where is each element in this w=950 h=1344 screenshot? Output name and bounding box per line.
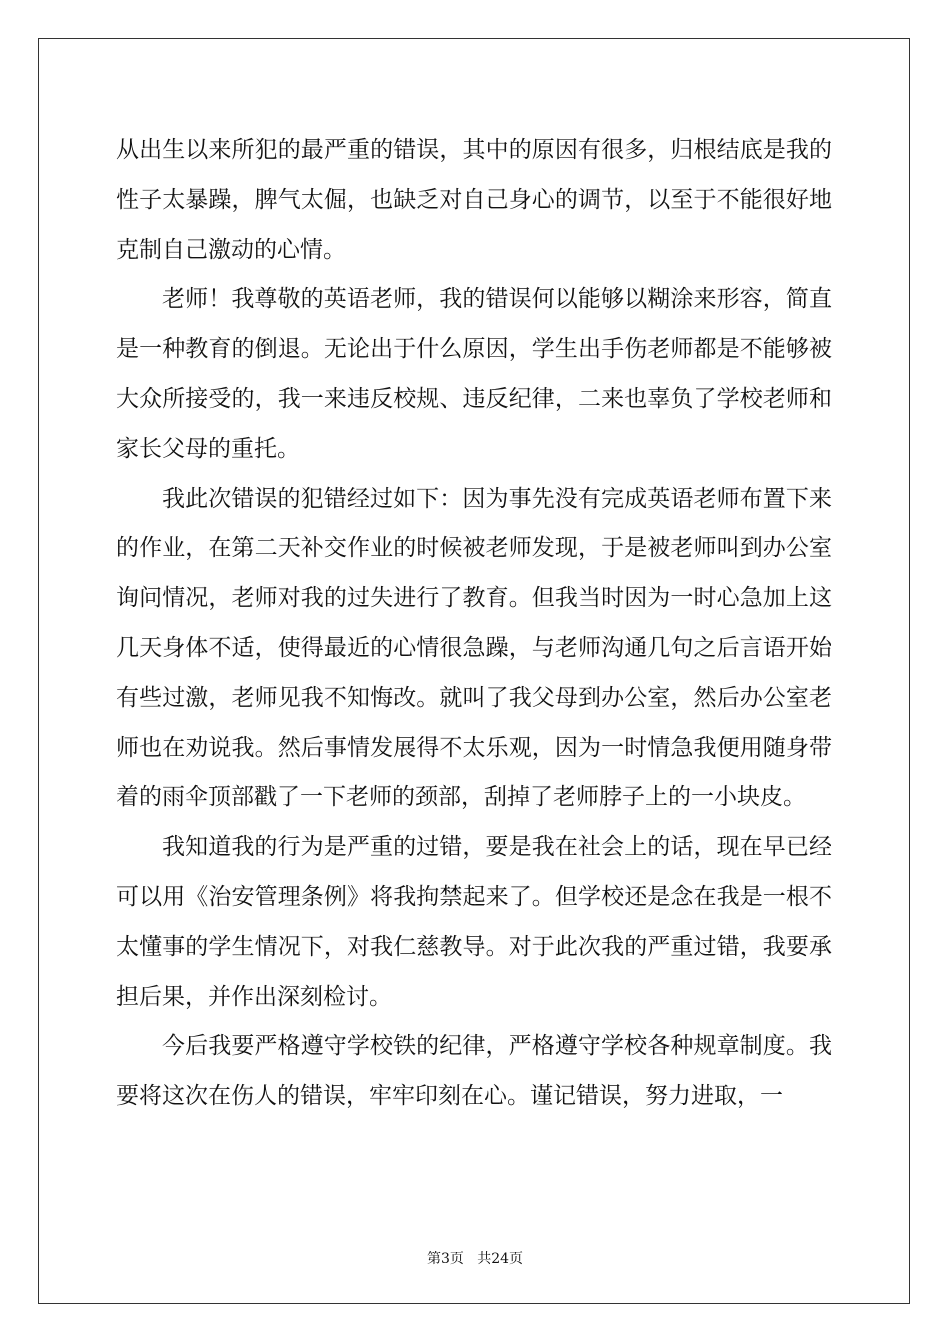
paragraph-3: 我此次错误的犯错经过如下：因为事先没有完成英语老师布置下来的作业，在第二天补交作业的时候被老师发现，于是被老师叫到办公室询问情况，老师对我的过失进行了教育。但我当时因为一时心急加上这几天身体不适，使得最近的心情很急躁，与老师沟通几句之后言语开始有些过激，老师见我不知悔改。就叫了我父母到办公室，然后办公室老师也在劝说我。然后事情发展得不太乐观，因为一时情急我便用随身带着的雨伞顶部戳了一下老师的颈部，刮掉了老师脖子上的一小块皮。 bbox=[116, 485, 832, 811]
document-body bbox=[116, 126, 832, 1122]
paragraph-5: 今后我要严格遵守学校铁的纪律，严格遵守学校各种规章制度。我要将这次在伤人的错误，牢牢印刻在心。谨记错误，努力进取，一 bbox=[116, 1033, 832, 1110]
page-number-footer: 第3页 共24页 bbox=[426, 1251, 524, 1267]
paragraph-1: 从出生以来所犯的最严重的错误，其中的原因有很多，归根结底是我的性子太暴躁，脾气太倔，也缺乏对自己身心的调节，以至于不能很好地克制自己激动的心情。 bbox=[116, 137, 832, 263]
paragraph-2: 老师！我尊敬的英语老师，我的错误何以能够以糊涂来形容，简直是一种教育的倒退。无论出于什么原因，学生出手伤老师都是不能够被大众所接受的，我一来违反校规、违反纪律，二来也辜负了学校老师和家长父母的重托。 bbox=[116, 286, 832, 462]
paragraph-4: 我知道我的行为是严重的过错，要是我在社会上的话，现在早已经可以用《治安管理条例》将我拘禁起来了。但学校还是念在我是一根不太懂事的学生情况下，对我仁慈教导。对于此次我的严重过错，我要承担后果，并作出深刻检讨。 bbox=[116, 834, 832, 1010]
